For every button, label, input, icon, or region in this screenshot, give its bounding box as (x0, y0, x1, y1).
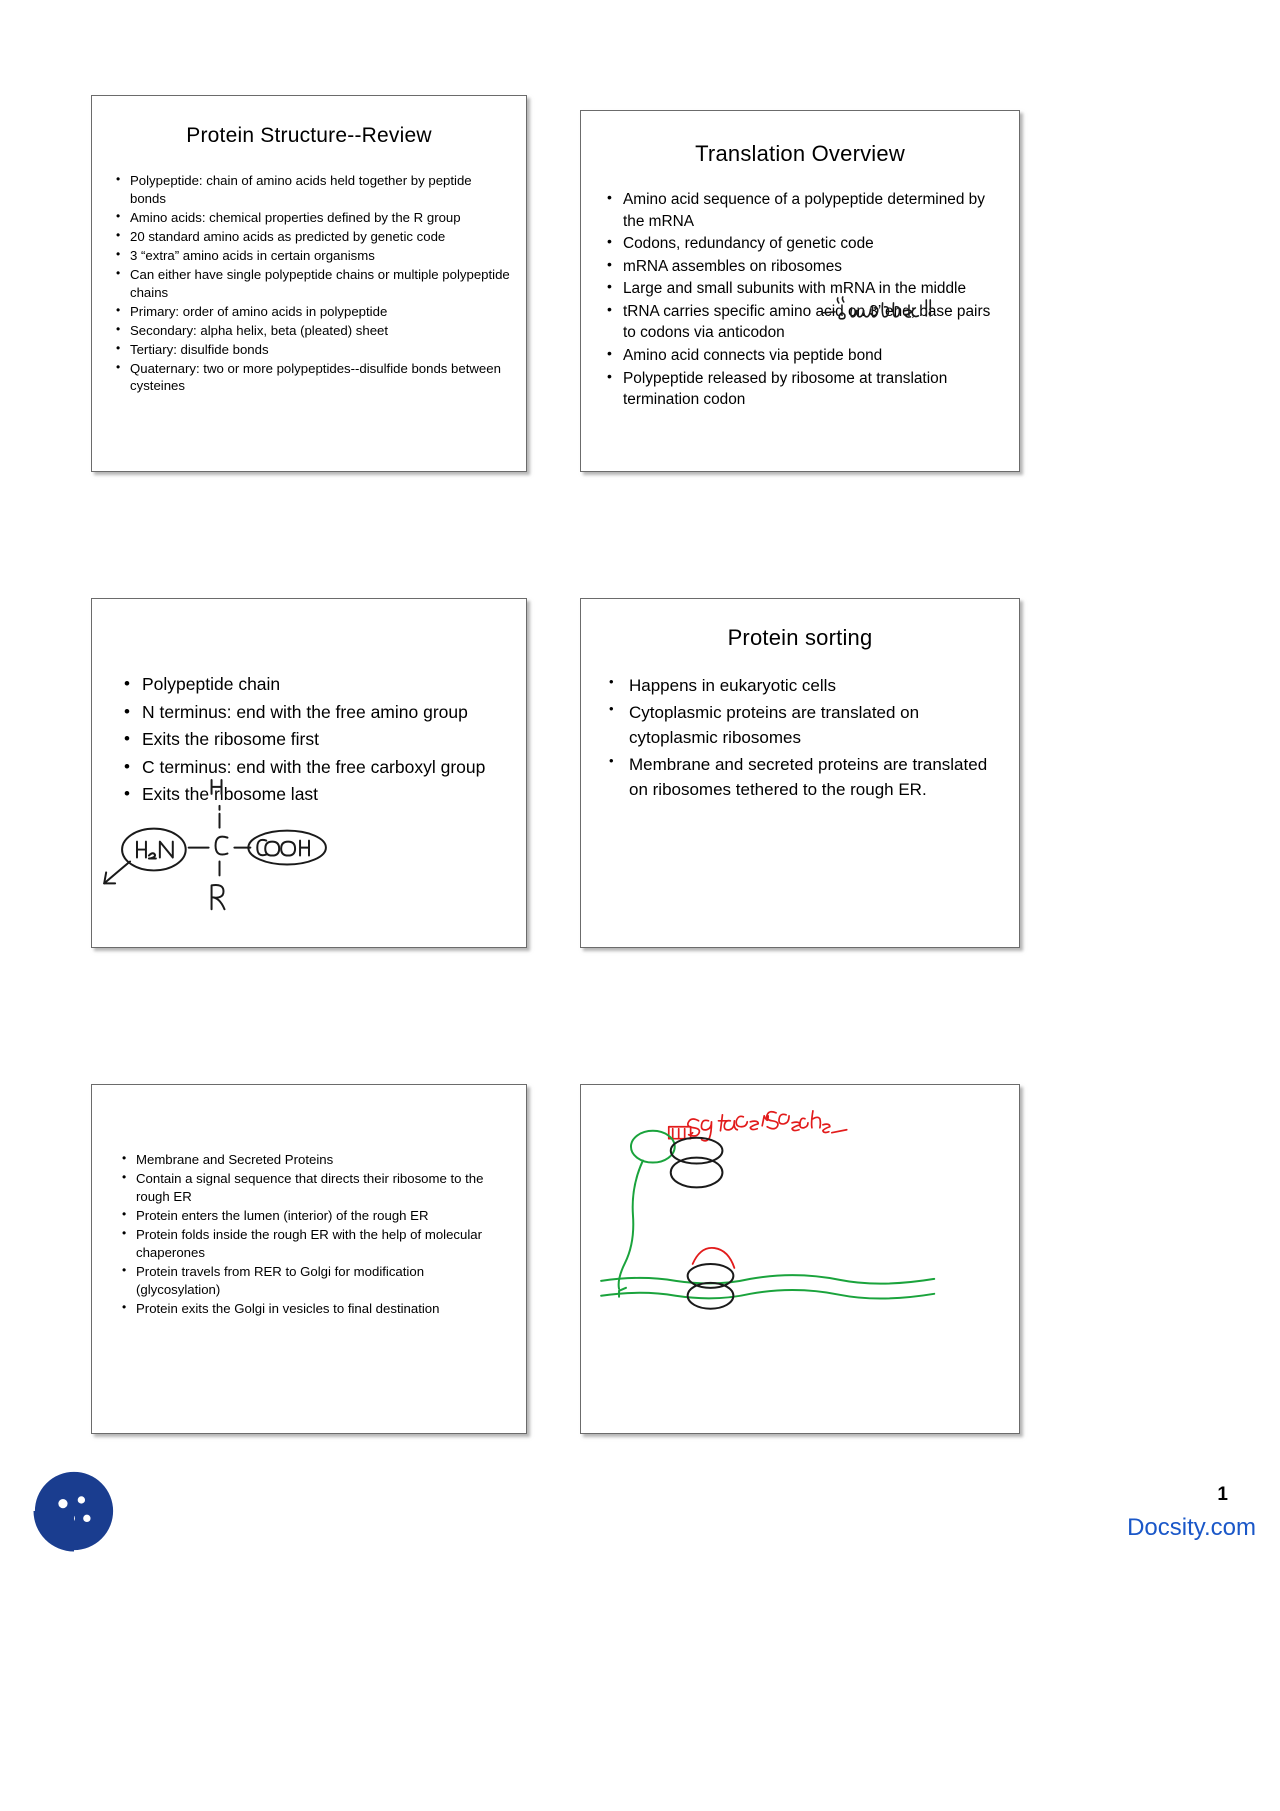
slide-body (92, 1151, 526, 1318)
bullet-list (110, 172, 510, 395)
list-item: • 3 “extra” amino acids in certain organisms (110, 247, 510, 265)
docsity-logo (28, 1465, 120, 1557)
slide-signal-sequence-drawing (580, 1084, 1020, 1434)
list-item: • Polypeptide released by ribosome at translation termination codon (603, 368, 1001, 411)
list-item: • Polypeptide chain (116, 671, 510, 698)
list-item: • Amino acid sequence of a polypeptide determined by the mRNA (603, 189, 1001, 232)
list-item: • Cytoplasmic proteins are translated on cytoplasmic ribosomes (603, 700, 1007, 751)
list-item: • Protein exits the Golgi in vesicles to final destination (116, 1300, 510, 1318)
list-item: • Protein travels from RER to Golgi for modification (glycosylation) (116, 1263, 510, 1299)
page-number: 1 (1217, 1484, 1228, 1505)
slide-body (92, 172, 526, 395)
list-item: • Large and small subunits with mRNA in the middle (603, 278, 1001, 300)
list-item: • Exits the ribosome last (116, 781, 510, 808)
slide-title: Protein Structure--Review (186, 124, 432, 147)
slide-protein-sorting (580, 598, 1020, 948)
list-item: • N terminus: end with the free amino group (116, 699, 510, 726)
list-item: • Codons, redundancy of genetic code (603, 233, 1001, 255)
list-item: • Tertiary: disulfide bonds (110, 341, 510, 359)
list-item: • Exits the ribosome first (116, 726, 510, 753)
bullet-list (603, 189, 1001, 411)
list-item: • Can either have single polypeptide chains or multiple polypeptide chains (110, 266, 510, 302)
slide-body (92, 671, 526, 808)
list-item: • Amino acid connects via peptide bond (603, 345, 1001, 367)
watermark-docsity: Docsity.com (1127, 1514, 1256, 1541)
slide-body (581, 673, 1019, 803)
list-item: • Primary: order of amino acids in polypeptide (110, 303, 510, 321)
list-item: • Membrane and Secreted Proteins (116, 1151, 510, 1169)
list-item: • Polypeptide: chain of amino acids held together by peptide bonds (110, 172, 510, 208)
list-item: • Contain a signal sequence that directs their ribosome to the rough ER (116, 1170, 510, 1206)
list-item: • Secondary: alpha helix, beta (pleated) sheet (110, 322, 510, 340)
slide-title: Translation Overview (695, 141, 905, 166)
slide-membrane-secreted-proteins (91, 1084, 527, 1434)
slide-protein-structure-review (91, 95, 527, 472)
list-item: • Happens in eukaryotic cells (603, 673, 1007, 699)
list-item: • C terminus: end with the free carboxyl group (116, 754, 510, 781)
list-item: • Protein enters the lumen (interior) of the rough ER (116, 1207, 510, 1225)
list-item: • Protein folds inside the rough ER with the help of molecular chaperones (116, 1226, 510, 1262)
list-item: • Quaternary: two or more polypeptides--disulfide bonds between cysteines (110, 360, 510, 396)
slide-polypeptide-chain (91, 598, 527, 948)
handwritten-signal-sequence-diagram (581, 1085, 1019, 1433)
list-item: • Membrane and secreted proteins are translated on ribosomes tethered to the rough ER. (603, 752, 1007, 803)
slide-translation-overview (580, 110, 1020, 472)
bullet-list (116, 1151, 510, 1318)
list-item: • Amino acids: chemical properties defined by the R group (110, 209, 510, 227)
bullet-list (603, 673, 1007, 803)
slide-title: Protein sorting (727, 625, 873, 650)
list-item: • mRNA assembles on ribosomes (603, 256, 1001, 278)
slide-body (581, 189, 1019, 411)
list-item: • tRNA carries specific amino acid on 3’ end; base pairs to codons via anticodon (603, 301, 1001, 344)
bullet-list (116, 671, 510, 808)
list-item: • 20 standard amino acids as predicted by genetic code (110, 228, 510, 246)
